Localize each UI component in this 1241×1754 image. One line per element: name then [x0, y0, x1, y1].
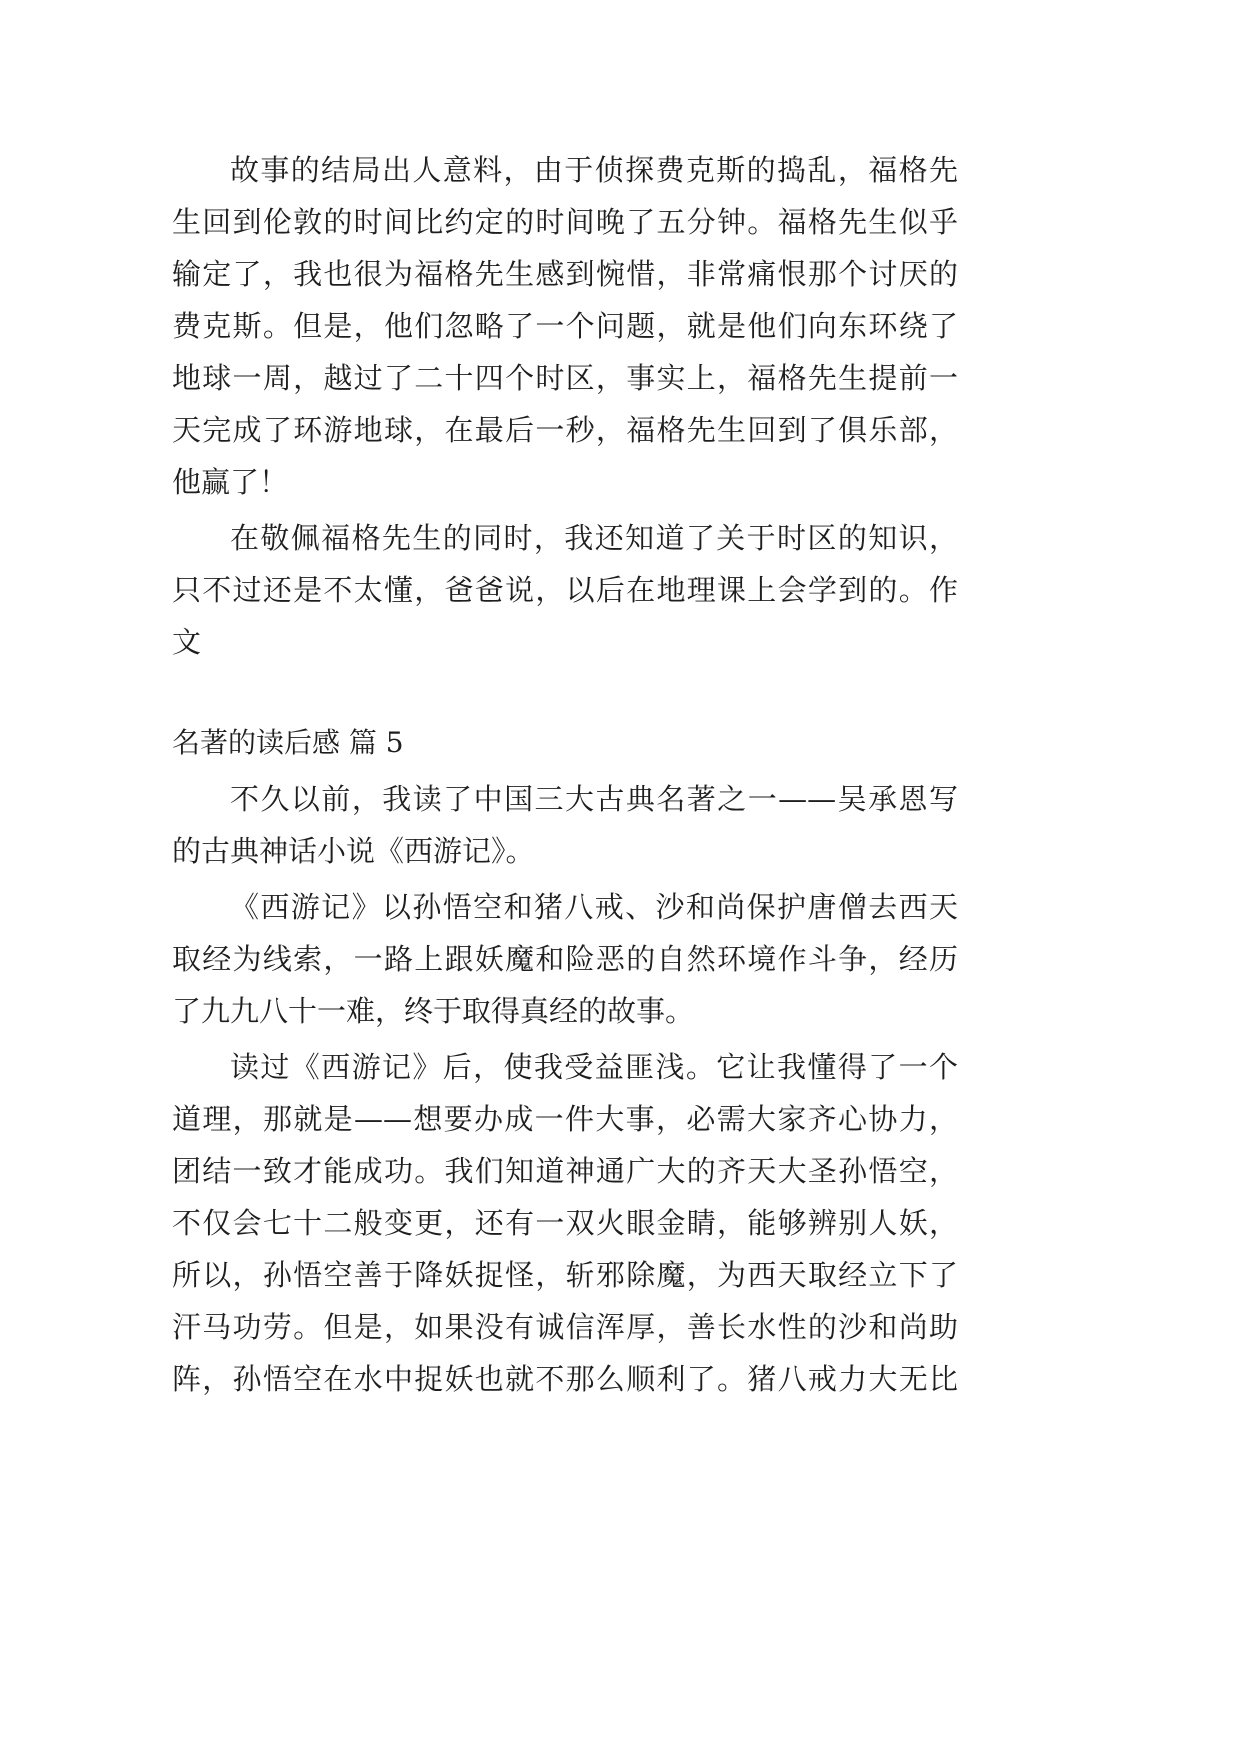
text-line: 只不过还是不太懂，爸爸说，以后在地理课上会学到的。作	[172, 573, 958, 607]
text-line: 了九九八十一难，终于取得真经的故事。	[172, 994, 695, 1028]
text-line: 生回到伦敦的时间比约定的时间晚了五分钟。福格先生似乎	[172, 205, 958, 239]
text-line: 天完成了环游地球，在最后一秒，福格先生回到了俱乐部，	[172, 413, 958, 447]
text-line: 不久以前，我读了中国三大古典名著之一——吴承恩写	[230, 782, 958, 816]
text-line: 汗马功劳。但是，如果没有诚信浑厚，善长水性的沙和尚助	[172, 1310, 958, 1344]
text-line: 文	[172, 625, 202, 659]
paragraph	[172, 881, 958, 1037]
text-line: 故事的结局出人意料，由于侦探费克斯的捣乱，福格先	[230, 153, 958, 187]
text-line: 输定了，我也很为福格先生感到惋惜，非常痛恨那个讨厌的	[172, 257, 958, 291]
text-line: 团结一致才能成功。我们知道神通广大的齐天大圣孙悟空，	[172, 1154, 958, 1188]
text-line: 道理，那就是——想要办成一件大事，必需大家齐心协力，	[172, 1102, 958, 1136]
text-line: 他赢了！	[172, 465, 289, 499]
text-line: 所以，孙悟空善于降妖捉怪，斩邪除魔，为西天取经立下了	[172, 1258, 958, 1292]
text-line: 地球一周，越过了二十四个时区，事实上，福格先生提前一	[172, 361, 958, 395]
section-heading: 名著的读后感 篇 5	[172, 726, 404, 759]
paragraph	[172, 1041, 958, 1405]
text-line: 《西游记》以孙悟空和猪八戒、沙和尚保护唐僧去西天	[230, 890, 958, 924]
paragraph	[172, 144, 958, 508]
text-line: 不仅会七十二般变更，还有一双火眼金睛，能够辨别人妖，	[172, 1206, 958, 1240]
paragraph	[172, 773, 958, 877]
text-line: 读过《西游记》后，使我受益匪浅。它让我懂得了一个	[230, 1050, 958, 1084]
text-line: 取经为线索，一路上跟妖魔和险恶的自然环境作斗争，经历	[172, 942, 958, 976]
text-line: 阵，孙悟空在水中捉妖也就不那么顺利了。猪八戒力大无比	[172, 1362, 958, 1396]
text-line: 的古典神话小说《西游记》。	[172, 834, 535, 868]
text-line: 费克斯。但是，他们忽略了一个问题，就是他们向东环绕了	[172, 309, 958, 343]
text-line: 在敬佩福格先生的同时，我还知道了关于时区的知识，	[230, 521, 958, 555]
document-body	[172, 144, 958, 1405]
paragraph	[172, 512, 958, 668]
